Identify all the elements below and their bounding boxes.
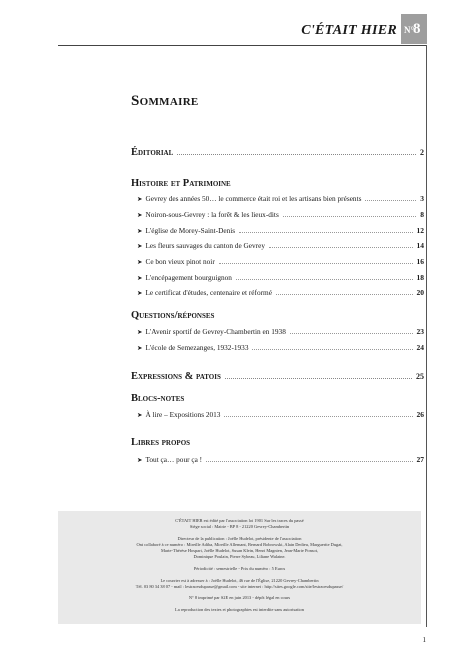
toc-section-expressions [131,371,424,382]
toc-item-text: L'encépagement bourguignon [145,273,232,282]
dot-leader [276,294,413,295]
header-rule [58,45,426,46]
issue-number: 8 [413,21,421,37]
toc-item[interactable] [137,327,424,336]
toc-item-text: Ce bon vieux pinot noir [145,257,215,266]
issue-number-box [401,14,427,44]
toc-item-text: Noiron-sous-Gevrey : la forêt & les lieux-dits [145,210,279,219]
dot-leader [206,461,412,462]
arrow-icon: ➤ [137,243,143,250]
dot-leader [224,416,412,417]
dot-leader [290,333,413,334]
arrow-icon: ➤ [137,290,143,297]
toc-section-editorial [131,147,424,158]
info-line: Le courrier est à adresser à : Joëlle Hudelot, 46 rue de l'Église, 21220 Gevrey-Chambertin [160,578,319,583]
dot-leader [283,216,416,217]
section-page: 25 [416,372,424,381]
info-line: C'ÉTAIT HIER est édité par l'association loi 1901 Sur les traces du passé [175,518,304,523]
toc-item-page: 3 [420,194,424,203]
toc-item[interactable] [137,241,424,250]
toc-item-page: 12 [416,226,424,235]
info-line: Dominique Poulain, Pierre Sybeau, Liliane Walaine. [193,553,286,559]
dot-leader [236,279,413,280]
toc-item-page: 27 [416,455,424,464]
toc-section-blocs-notes [131,393,424,404]
toc-item-page: 26 [416,410,424,419]
dot-leader [365,200,416,201]
toc-section-libres-propos [131,437,424,448]
toc-item-text: À lire – Expositions 2013 [145,410,221,419]
info-line: Siège social : Mairie - BP 8 - 21220 Gevrey-Chambertin [189,523,290,529]
section-heading: Éditorial [131,147,174,158]
info-line: Marie-Thérèse Hospart, Joëlle Hudelot, Susan Klein, Henri Magnien, Jean-Marie Ponsot, [160,547,319,553]
arrow-icon: ➤ [137,329,143,336]
arrow-icon: ➤ [137,196,143,203]
info-line: Périodicité : semestrielle - Prix du numéro : 5 Euros [193,566,286,571]
toc-item-text: Gevrey des années 50… le commerce était roi et les artisans bien présents [145,194,362,203]
toc-item[interactable] [137,226,424,235]
arrow-icon: ➤ [137,259,143,266]
toc-item-text: L'église de Morey-Saint-Denis [145,226,236,235]
arrow-icon: ➤ [137,345,143,352]
page-number: 1 [422,636,426,644]
toc-item-page: 14 [416,241,424,250]
arrow-icon: ➤ [137,412,143,419]
toc-item-text: L'Avenir sportif de Gevrey-Chambertin en 1938 [145,327,286,336]
section-heading: Expressions & patois [131,371,221,382]
toc-section-histoire [131,178,424,189]
toc-item[interactable] [137,210,424,219]
toc-item-text: L'école de Semezanges, 1932-1933 [145,343,249,352]
toc-item[interactable] [137,288,424,297]
toc-item-page: 18 [416,273,424,282]
side-rule [426,45,427,627]
toc-item[interactable] [137,273,424,282]
dot-leader [269,247,413,248]
section-heading: Questions/réponses [131,310,215,321]
issue-label: N° [404,25,415,35]
arrow-icon: ➤ [137,212,143,219]
dot-leader [177,154,416,155]
toc-item[interactable] [137,257,424,266]
info-line: N° 8 imprimé par S2E en juin 2013 - dépôt légal en cours [188,595,291,600]
info-line: Directeur de la publication : Joëlle Hudelot, présidente de l'association [177,536,302,541]
page-title: Sommaire [131,93,199,109]
toc-section-questions [131,310,424,321]
toc-item-text: Les fleurs sauvages du canton de Gevrey [145,241,265,250]
toc-item-page: 16 [416,257,424,266]
section-heading: Blocs-notes [131,393,185,404]
publication-info-box [58,511,421,624]
toc-item-page: 8 [420,210,424,219]
arrow-icon: ➤ [137,275,143,282]
dot-leader [239,232,412,233]
arrow-icon: ➤ [137,228,143,235]
section-heading: Histoire et Patrimoine [131,178,231,189]
dot-leader [252,349,412,350]
arrow-icon: ➤ [137,457,143,464]
toc-item[interactable] [137,194,424,203]
toc-item-page: 20 [416,288,424,297]
toc-item-text: Tout ça… pour ça ! [145,455,203,464]
toc-item[interactable] [137,455,424,464]
dot-leader [225,378,412,379]
info-line: La reproduction des textes et photographies est interdite sans autorisation [175,607,304,612]
section-page: 2 [420,148,424,157]
toc-item-text: Le certificat d'études, centenaire et réformé [145,288,272,297]
toc-item[interactable] [137,343,424,352]
section-heading: Libres propos [131,437,191,448]
info-line: Ont collaboré à ce numéro : Mireille Adiba, Mireille Allemant, Bernard Bobrowski, Alain Dedieu, Marguerite Dugat, [136,541,343,547]
toc-item-page: 24 [416,343,424,352]
toc-item[interactable] [137,410,424,419]
info-line: Tél. 03 80 34 38 07 - mail : lestracesdupasse@gmail.com - site internet : http://sites.google.com/site/lestracesdupasse/ [135,583,344,589]
toc-item-page: 23 [416,327,424,336]
dot-leader [219,263,413,264]
magazine-title: C'ÉTAIT HIER [301,23,397,38]
